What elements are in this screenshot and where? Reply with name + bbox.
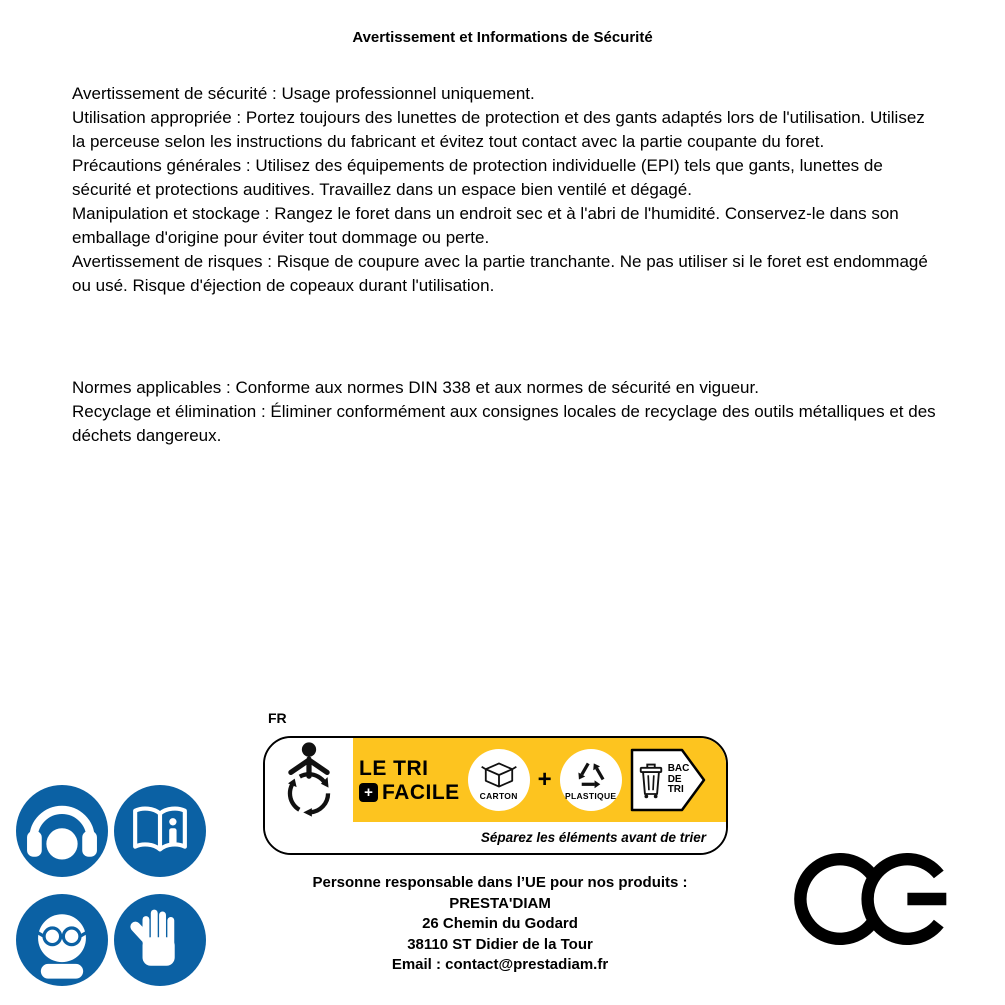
le-tri-text: LE TRI	[359, 756, 429, 780]
standards-recycling-block	[72, 376, 938, 448]
carton-box-icon	[480, 760, 518, 790]
material-plastique	[560, 749, 622, 811]
eye-protection-icon	[16, 894, 108, 986]
ce-marking-icon	[794, 853, 950, 950]
recycling-arrows-icon	[575, 760, 607, 790]
safety-paragraph-1: Avertissement de sécurité : Usage professionnel uniquement.	[72, 84, 535, 103]
info-tri-label	[263, 736, 728, 855]
address-city: 38110 ST Didier de la Tour	[407, 935, 593, 953]
triman-icon	[265, 738, 353, 822]
bin-label	[668, 764, 690, 796]
recycling-paragraph: Recyclage et élimination : Éliminer conformément aux consignes locales de recyclage des outils métalliques et des déchets dangereux.	[72, 402, 936, 445]
facile-text: FACILE	[382, 780, 460, 804]
protective-gloves-icon	[114, 894, 206, 986]
safety-warnings-block	[72, 82, 938, 298]
company-name: PRESTA'DIAM	[449, 894, 551, 912]
safety-paragraph-2: Utilisation appropriée : Portez toujours des lunettes de protection et des gants adaptés lors de l'utilisation. Utilisez la perceuse selon les instructions du fabricant et évitez tout contact avec la partie coupante du foret.	[72, 108, 925, 151]
contact-email: Email : contact@prestadiam.fr	[391, 956, 609, 973]
safety-paragraph-4: Manipulation et stockage : Rangez le foret dans un endroit sec et à l'abri de l'humidité. Conservez-le dans son emballage d'origine pour éviter tout dommage ou perte.	[72, 204, 899, 247]
bin-label-line3: TRI	[667, 784, 684, 796]
safety-paragraph-3: Précautions générales : Utilisez des équipements de protection individuelle (EPI) tels que gants, lunettes de sécurité et protections auditives. Travaillez dans un espace bien ventilé et dégagé.	[72, 156, 883, 199]
bin-label-line1: BAC	[667, 763, 690, 775]
address-street: 26 Chemin du Godard	[422, 915, 578, 932]
read-manual-icon	[114, 785, 206, 877]
material-label-plastique: PLASTIQUE	[565, 790, 617, 801]
bin-label-line2: DE	[667, 773, 682, 785]
plus-separator: +	[537, 766, 552, 793]
standards-paragraph: Normes applicables : Conforme aux normes DIN 338 et aux normes de sécurité en vigueur.	[72, 378, 759, 397]
sorting-bin-icon	[637, 761, 665, 799]
plus-badge-icon: +	[359, 783, 378, 802]
safety-paragraph-5: Avertissement de risques : Risque de coupure avec la partie tranchante. Ne pas utiliser si le foret est endommagé ou usé. Risque d'éjection de copeaux durant l'utilisation.	[72, 252, 928, 295]
le-tri-facile-wordmark	[359, 758, 460, 803]
info-tri-main-row	[265, 738, 726, 822]
triman-country-code: FR	[268, 710, 287, 726]
info-tri-yellow-band	[353, 738, 726, 822]
page-title: Avertissement et Informations de Sécurité	[352, 29, 653, 46]
ear-protection-icon	[16, 785, 108, 877]
material-carton	[468, 749, 530, 811]
material-label-carton: CARTON	[479, 790, 518, 801]
responsible-person-block	[280, 873, 720, 976]
sorting-instruction: Séparez les éléments avant de trier	[265, 822, 726, 853]
mandatory-pictograms	[16, 785, 206, 986]
responsible-intro: Personne responsable dans l’UE pour nos produits :	[312, 874, 688, 891]
sorting-bin-arrow	[630, 748, 706, 812]
